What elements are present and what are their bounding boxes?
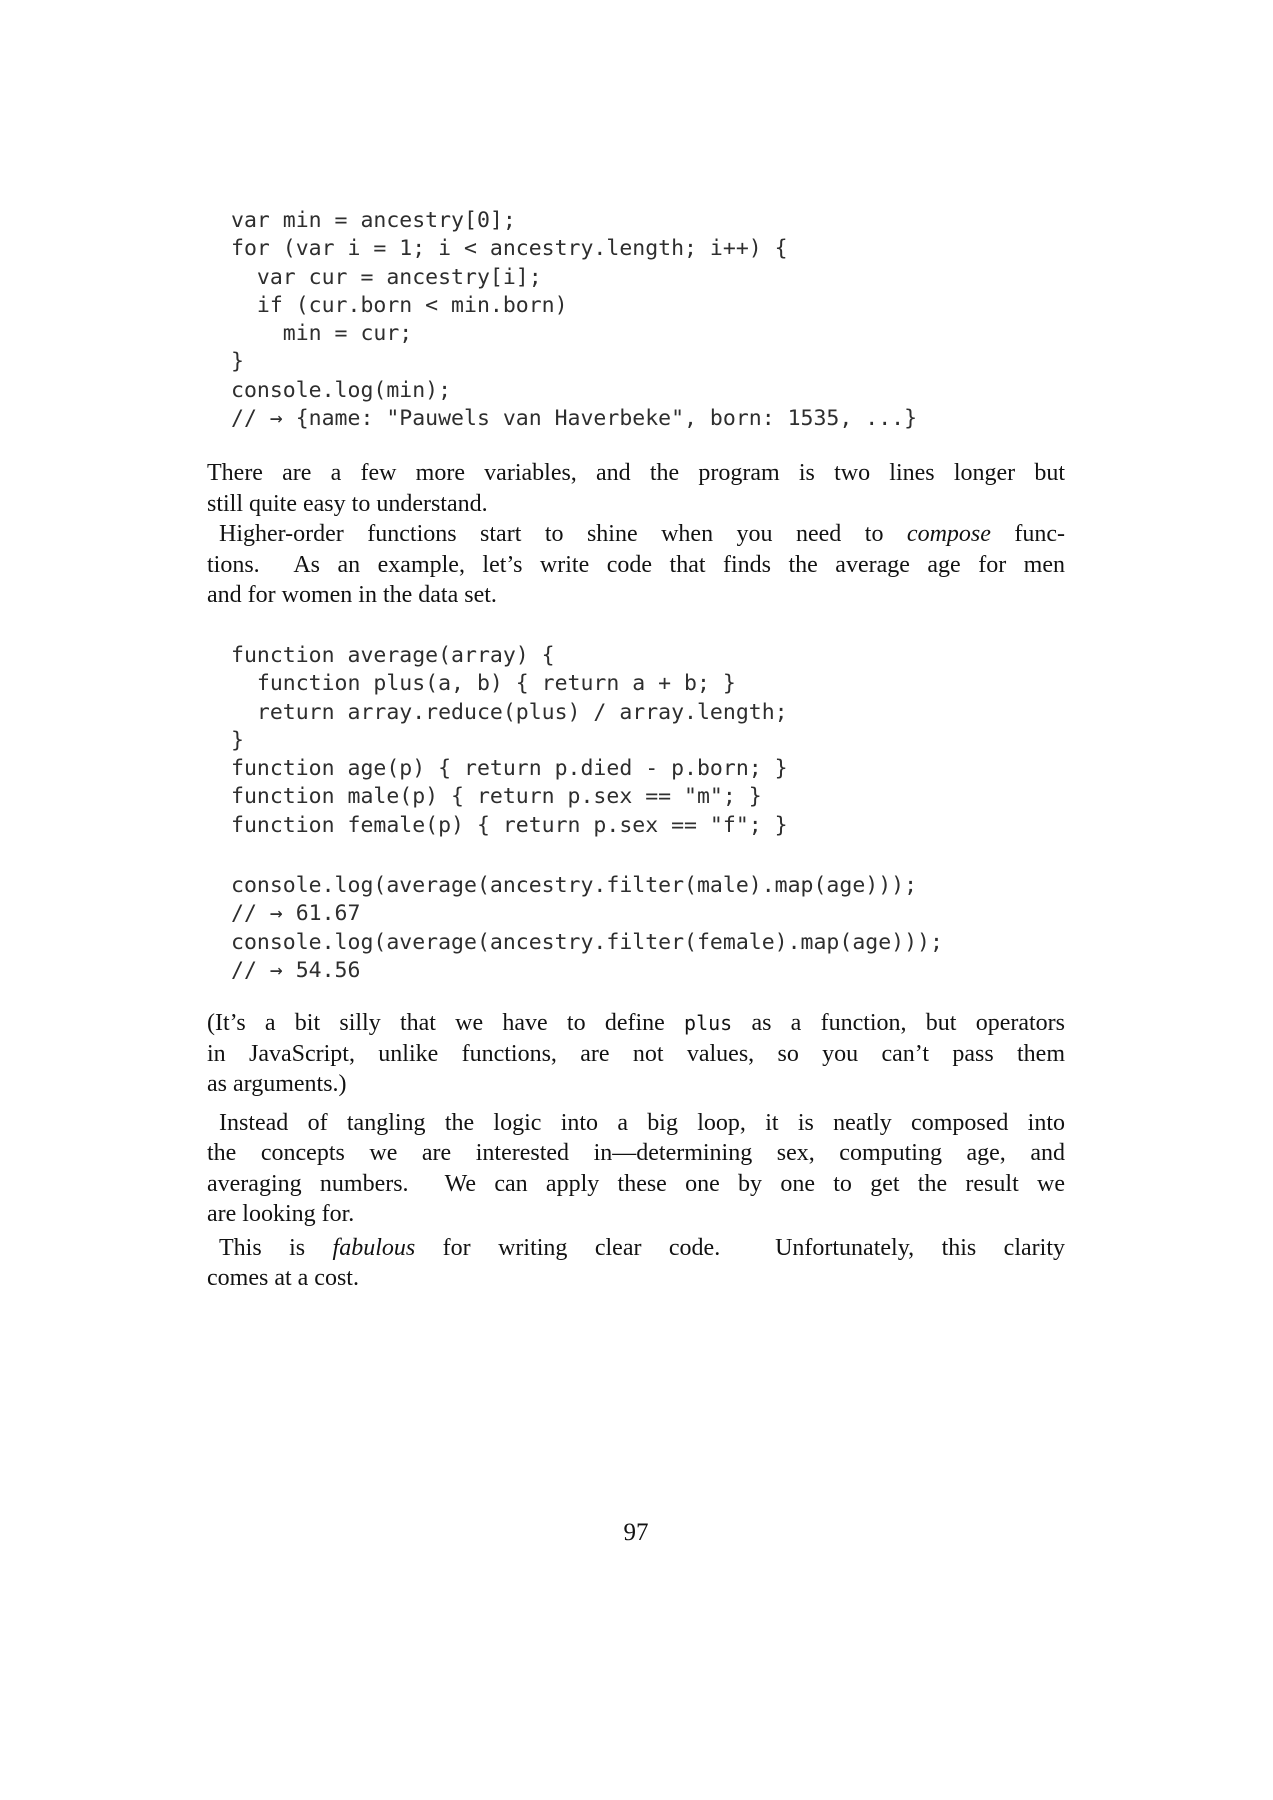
page-number-container [207,1518,1065,1548]
code-line: // → {name: "Pauwels van Haverbeke", born: 1535, ...} [231,406,918,432]
italic-text: compose [906,521,991,547]
prose-group-1 [207,458,1065,611]
code-line: function male(p) { return p.sex == "m"; } [231,784,762,810]
code-line: console.log(average(ancestry.filter(female).map(age))); [231,929,943,955]
code-line: var min = ancestry[0]; [231,208,516,233]
paragraph [207,1108,1065,1230]
code-line: // → 61.67 [231,901,361,927]
code-line: function plus(a, b) { return a + b; } [231,671,736,697]
text-segment: tions. As an example, let’s write code that finds the average age for men [207,551,1065,578]
code-line [231,840,943,872]
italic-text: fabulous [332,1234,416,1261]
text-segment: Instead of tangling the logic into a big loop, it is neatly composed into [219,1109,1065,1136]
text-line [207,1199,1065,1230]
inline-code: plus [684,1011,733,1035]
text-segment: There are a few more variables, and the program is two lines longer but [207,460,1065,486]
code-line: console.log(average(ancestry.filter(male).map(age))); [231,873,918,899]
code-line: } [231,349,244,375]
text-line [207,1039,1065,1070]
paragraph [207,1233,1065,1294]
text-segment: are looking for. [207,1201,355,1227]
text-line [207,580,1065,611]
prose-group-2 [207,1008,1065,1294]
text-segment: (It’s a bit silly that we have to define [207,1010,685,1036]
text-segment: as arguments.) [207,1071,347,1097]
text-line [207,1233,1065,1264]
text-line [207,1169,1065,1200]
code-line: } [231,727,244,753]
text-line [207,519,1065,550]
code-line: function age(p) { return p.died - p.born; } [231,756,788,782]
code-line: function female(p) { return p.sex == "f"; } [231,812,788,838]
code-line: function average(array) { [231,643,555,668]
code-block-1 [231,207,917,433]
text-segment: for writing clear code. Unfortunately, this clarity [415,1234,1065,1261]
text-line [207,550,1065,581]
text-line [207,1069,1065,1100]
text-segment: averaging numbers. We can apply these one by one to get the result we [207,1170,1065,1197]
text-line [207,1138,1065,1169]
text-segment: as a function, but operators [732,1010,1065,1036]
text-line [207,489,1065,520]
text-segment: still quite easy to understand. [207,490,488,517]
code-line: if (cur.born < min.born) [231,292,568,318]
text-line [207,458,1065,489]
text-segment: This is [219,1234,333,1261]
text-line [207,1108,1065,1139]
text-segment: func- [990,521,1066,547]
text-segment: the concepts we are interested in—determining sex, computing age, and [207,1140,1065,1166]
code-line: min = cur; [231,321,413,347]
text-segment: Higher-order functions start to shine when you need to [219,521,907,547]
paragraph [207,458,1065,519]
code-block-2 [231,642,943,985]
code-line: console.log(min); [231,377,452,403]
code-line: return array.reduce(plus) / array.length; [231,699,788,725]
text-segment: comes at a cost. [207,1265,359,1291]
code-line: var cur = ancestry[i]; [231,264,542,290]
paragraph [207,519,1065,611]
text-line [207,1008,1065,1039]
paragraph [207,1008,1065,1100]
code-line: // → 54.56 [231,957,361,983]
text-segment: and for women in the data set. [207,582,497,608]
code-line: for (var i = 1; i < ancestry.length; i++) { [231,236,788,262]
text-segment: in JavaScript, unlike functions, are not values, so you can’t pass them [207,1040,1065,1067]
page-number: 97 [623,1519,649,1546]
text-line [207,1263,1065,1294]
